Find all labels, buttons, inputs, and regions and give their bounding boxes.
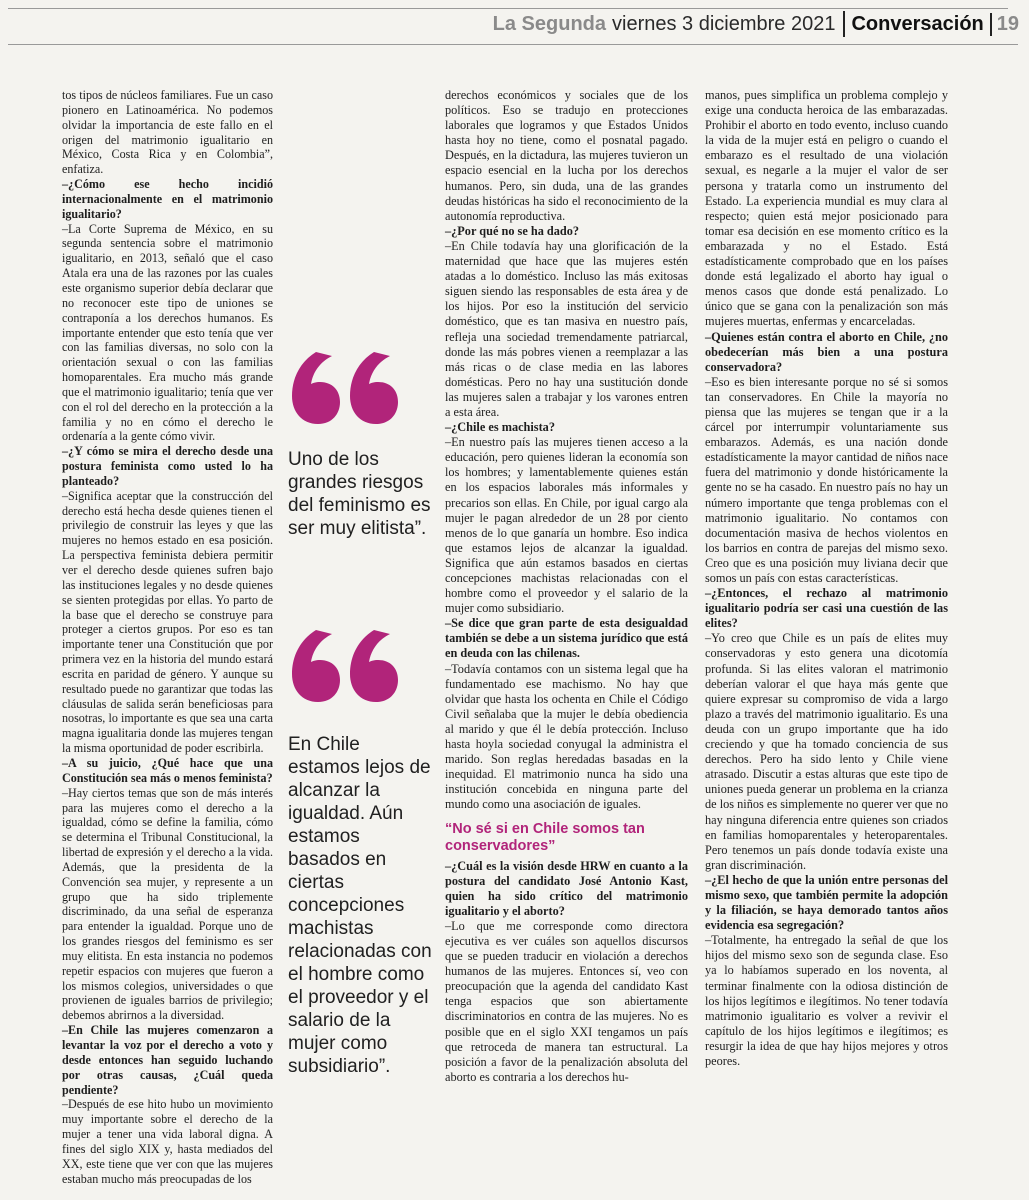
interview-question: –A su juicio, ¿Qué hace que una Constitución sea más o menos feminista?: [62, 755, 273, 785]
paragraph: –Yo creo que Chile es un país de elites muy conservadoras y esto genera una dicotomía profunda. Si las elites valoran el matrimonio deberían valorar el que haya más gente que quiere expresar su compromiso de vida a largo plazo a través del matrimonio igualitario. Es una deuda con un grupo importante que ha ido creciendo y que ha tomado conciencia de sus derechos. Pero ha sido lento y Chile viene atrasado. Discutir a estas alturas que este tipo de uniones pueda generar un problema en la crianza de los niños es simplemente no querer ver que no hay ninguna diferencia entre quienes son criados en familias homoparentales y heteroparentales. Pero tenemos un país donde todavía existe una gran discriminación.: [705, 631, 948, 872]
paragraph: derechos económicos y sociales que de los políticos. Eso se tradujo en protecciones laborales que logramos y que Estados Unidos hasta hoy no tiene, como el posnatal pagado. Después, en la dictadura, las mujeres tuvieron un espacio esencial en la lucha por los derechos humanos. Pero, sin duda, una de las grandes deudas históricas ha sido el reconocimiento de la autonomía reproductiva.: [445, 88, 688, 223]
section-name: Conversación: [851, 12, 984, 35]
interview-question: –¿Chile es machista?: [445, 420, 555, 435]
interview-question: –¿Cuál es la visión desde HRW en cuanto a la postura del candidato José Antonio Kast, quien ha sido crítico del matrimonio igualitario y el aborto?: [445, 858, 688, 918]
interview-question: –Se dice que gran parte de esta desigualdad también se debe a un sistema jurídico que está en deuda con las chilenas.: [445, 616, 688, 661]
paragraph: –Eso es bien interesante porque no sé si somos tan conservadores. En Chile la mayoría no piensa que las mujeres se tengan que ir a la cárcel por interrumpir voluntariamente sus embarazos. Además, es una nación donde estadísticamente la mayor cantidad de niños nace fuera del matrimonio y donde históricamente la gente no se ha casado. En nuestro país no hay un número importante que tenga problemas con el matrimonio igualitario. No contamos con documentación masiva de hechos violentos en los barrios en contra de parejas del mismo sexo. Creo que es una posición muy liviana decir que somos un país con estas características.: [705, 374, 948, 585]
page-number: 19: [990, 13, 1019, 36]
interview-question: –¿Por qué no se ha dado?: [445, 223, 580, 238]
paragraph: –La Corte Suprema de México, en su segunda sentencia sobre el matrimonio igualitario, en 2013, señaló que el caso Atala era una de las razones por las cuales este organismo superior debía declarar que no reconocer este tipo de uniones se contraponía a los derechos humanos. Es importante entender que esto tenía que ver con las familias diversas, no solo con la orientación sexual o con las familias homoparentales. Era mucho más grande que el matrimonio igualitario; tenía que ver con el rol del derecho en la protección a la familia y no en cómo el derecho le ordenaría a la gente cómo vivir.: [62, 221, 273, 444]
paragraph: –En nuestro país las mujeres tienen acceso a la educación, pero quienes lideran la economía son los hombres; y lamentablemente quienes están en los espacios laborales más informales y precarios son ellas. En Chile, por igual cargo ala mujer le pagan alrededor de un 28 por ciento menos de lo que ganaría un hombre. Eso indica que estamos lejos de alcanzar la igualdad. Significa que aún estamos basados en ciertas concepciones machistas relacionadas con el hombre como el proveedor y el salario de la mujer como subsidiario.: [445, 435, 688, 616]
article-column-4: [705, 88, 948, 1069]
pull-quote-1: Uno de los grandes riesgos del feminismo es ser muy elitista”.: [288, 449, 431, 539]
interview-question: –¿Y cómo se mira el derecho desde una postura feminista como usted lo ha planteado?: [62, 444, 273, 488]
quote-mark-icon: [288, 618, 408, 708]
interview-question: –Quienes están contra el aborto en Chile, ¿no obedecerían más bien a una postura conservadora?: [705, 329, 948, 374]
paragraph: –Significa aceptar que la construcción del derecho está hecha desde quienes tienen el privilegio de construir las leyes y que las mujeres no hemos estado en esa posición. La perspectiva feminista debiera permitir ver el derecho desde quienes sufren bajo las instituciones legales y no desde quienes se sienten protegidas por ellas. Yo parto de la base que el derecho se construye para proteger a ciertos grupos. Por eso es tan importante tener una Constitución que por primera vez en la historia del mundo estará escrita en paridad de género. Y aunque su resultado puede no garantizar que todas las cláusulas de salida serán beneficiosas para nosotras, lo importante es que sea una carta magna igualitaria donde las mujeres tengan la misma oportunidad de poder escribirla.: [62, 488, 273, 756]
interview-question: –¿Entonces, el rechazo al matrimonio igualitario podría ser casi una cuestión de las elites?: [705, 586, 948, 631]
article-column-3: [445, 88, 688, 1085]
paragraph: –Lo que me corresponde como directora ejecutiva es ver cuáles son aquellos discursos que se pueden traducir en violación a derechos humanos de las mujeres. Entonces sí, veo con preocupación que la agenda del candidato Kast tenga espacios que son abiertamente discriminatorios en contra de las mujeres. No es posible que en el siglo XXI tengamos un país que retroceda de manera tan estructural. La posición a favor de la penalización absoluta del aborto es contraria a los derechos hu-: [445, 918, 688, 1084]
interview-question: –¿El hecho de que la unión entre personas del mismo sexo, que también permite la adopción y la filiación, se haya demorado tantos años evidencia esa segregación?: [705, 872, 948, 933]
paragraph: –Después de ese hito hubo un movimiento muy importante sobre el derecho de la mujer a tener una vida laboral digna. A fines del siglo XIX y, hasta mediados del XX, este tiene que ver con que las mujeres estaban mucho más preocupadas de los: [62, 1097, 273, 1186]
paragraph: tos tipos de núcleos familiares. Fue un caso pionero en Latinoamérica. No podemos olvidar la importancia de este fallo en el origen del matrimonio igualitario en México, Costa Rica y en Colombia”, enfatiza.: [62, 88, 273, 177]
header-separator: [843, 11, 845, 37]
section-subhead: “No sé si en Chile somos tan conservadores”: [445, 820, 645, 854]
paragraph: –Totalmente, ha entregado la señal de que los hijos del mismo sexo son de segunda clase. Eso ya lo habíamos superado en los noventa, al terminar finalmente con la odiosa distinción de los hijos legítimos e ilegítimos. No tener todavía matrimonio igualitario es volver a revivir el capítulo de los hijos legítimos e ilegítimos; es resurgir la idea de que hay hijos mejores y otros peores.: [705, 933, 948, 1068]
header-line: [493, 8, 1019, 40]
paragraph: –Hay ciertos temas que son de más interés para las mujeres como el derecho a la igualdad, cómo se define la familia, cómo se determina el Tribunal Constitucional, la libertad de expresión y el derecho a la vida. Además, que la presidenta de la Convención sea mujer, y represente a un grupo que ha sido triplemente discriminado, da una señal de esperanza para entender la igualdad. Porque uno de los grandes riesgos del feminismo es ser muy elitista. En esta instancia no podemos repetir espacios con mujeres que fueron a los mismos colegios, universidades o que provienen de iguales barrios de privilegio; debemos abrirnos a la diversidad.: [62, 785, 273, 1023]
pull-quote-2: En Chile estamos lejos de alcanzar la igualdad. Aún estamos basados en ciertas concepciones machistas relacionadas con el hombre como el proveedor y el salario de la mujer como subsidiario”.: [288, 734, 432, 1077]
publication-name: La Segunda: [492, 12, 607, 35]
interview-question: –En Chile las mujeres comenzaron a levantar la voz por el derecho a voto y desde entonces han seguido luchando por otras causas, ¿Cuál queda pendiente?: [62, 1023, 273, 1097]
issue-date: viernes 3 diciembre 2021: [612, 12, 836, 35]
page-header: [0, 0, 1029, 46]
quote-mark-icon: [288, 340, 408, 430]
interview-question: –¿Cómo ese hecho incidió internacionalmente en el matrimonio igualitario?: [62, 177, 273, 221]
paragraph: manos, pues simplifica un problema complejo y exige una conducta heroica de las embarazadas. Prohibir el aborto en todo evento, incluso cuando la vida de la mujer está en peligro o cuando el embarazo es el resultado de una violación sexual, es negarle a la mujer el valor de ser persona y tratarla como un instrumento del Estado. La experiencia mundial es muy clara al respecto; quien está mejor posicionado para tomar esa decisión en ese momento crítico es la embarazada y no el Estado. Está estadísticamente comprobado que en los países donde está legalizado el aborto hay igual o menos casos que donde está penalizado. Lo único que se gana con la penalización son más mujeres muertas, enfermas y encarceladas.: [705, 88, 948, 329]
article-column-1: [62, 88, 273, 1186]
paragraph: –Todavía contamos con un sistema legal que ha fundamentado ese machismo. No hay que olvidar que hasta los ochenta en Chile el Código Civil señalaba que la mujer le debía obediencia al marido y que él le debía protección. Incluso hasta hoyla sociedad conyugal la administra el marido. Son reglas heredadas basadas en la inequidad. El matrimonio nunca ha sido una institución concebida en ninguna parte del mundo como una asociación de iguales.: [445, 661, 688, 812]
header-rule: [8, 44, 1018, 45]
paragraph: –En Chile todavía hay una glorificación de la maternidad que hace que las mujeres estén atadas a lo doméstico. Incluso las más exitosas siguen siendo las responsables de esta área y de los hijos. Por eso la institución del servicio doméstico, que es tan masiva en nuestro país, refleja una sociedad tremendamente patriarcal, donde las más pobres vienen a reemplazar a las más ricas o de clase media en las labores domésticas. Pero no hay una sustitución donde las mujeres salen a trabajar y los varones entren a esta área.: [445, 238, 688, 419]
